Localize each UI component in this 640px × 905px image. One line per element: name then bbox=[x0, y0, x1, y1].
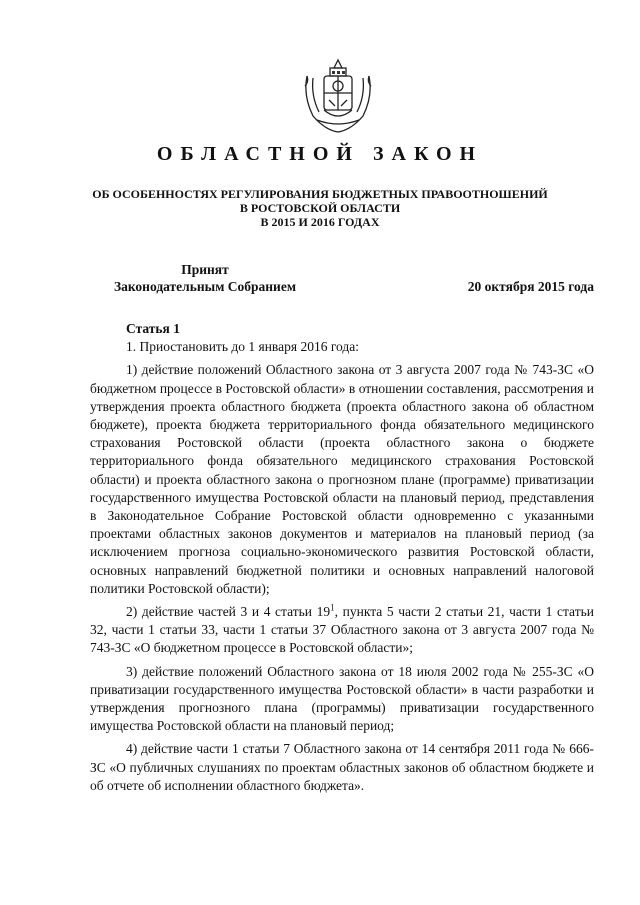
adoption-date: 20 октября 2015 года bbox=[467, 279, 594, 294]
adoption-line-assembly: Законодательным Собранием bbox=[113, 279, 297, 294]
article-heading: Статья 1 bbox=[126, 321, 180, 336]
subtitle-line: В 2015 И 2016 ГОДАХ bbox=[260, 215, 380, 229]
item2-text-start: 2) действие частей 3 и 4 статьи 19 bbox=[126, 604, 331, 620]
adoption-body bbox=[90, 261, 320, 295]
paragraph-item-3: 3) действие положений Областного закона от 18 июля 2002 года № 255-ЗС «О приватизации государственного имущества Ростовской области» в части разработки и утверждения прогнозного плана (программы) приватизации государственного имущества Ростовской области на плановый период; bbox=[90, 663, 594, 734]
document-body bbox=[90, 320, 594, 795]
paragraph-item-2 bbox=[90, 603, 594, 658]
article-intro: 1. Приостановить до 1 января 2016 года: bbox=[126, 339, 359, 355]
subtitle-line: ОБ ОСОБЕННОСТЯХ РЕГУЛИРОВАНИЯ БЮДЖЕТНЫХ ПРАВООТНОШЕНИЙ bbox=[92, 187, 548, 201]
subtitle-line: В РОСТОВСКОЙ ОБЛАСТИ bbox=[239, 201, 401, 215]
item2-text-end: , пункта 5 части 2 статьи 21, части 1 статьи 32, части 1 статьи 33, части 1 статьи 37 Областного закона от 3 августа 2007 года № 743-ЗС «О бюджетном процессе в Ростовской области»; bbox=[90, 604, 594, 656]
item2-superscript: 1 bbox=[330, 602, 335, 613]
law-subtitle bbox=[0, 187, 640, 229]
paragraph-item-4: 4) действие части 1 статьи 7 Областного закона от 14 сентября 2011 года № 666-ЗС «О публичных слушаниях по проектам областных законов об областном бюджете и об отчете об исполнении областного бюджета». bbox=[90, 741, 594, 793]
adoption-line-accepted: Принят bbox=[181, 262, 229, 277]
document-title: ОБЛАСТНОЙ ЗАКОН bbox=[156, 143, 484, 165]
paragraph-item-1: 1) действие положений Областного закона от 3 августа 2007 года № 743-ЗС «О бюджетном процессе в Ростовской области» в отношении составления, рассмотрения и утверждения проекта областного бюджета (проекта областного закона об областном бюджете), проекта бюджета территориального фонда обязательного медицинского страхования Ростовской области (проекта областного закона о бюджете территориального фонда обязательного медицинского страхования Ростовской области) и проекта областного закона о прогнозном плане (программе) приватизации государственного имущества Ростовской области на плановый период, представления в Законодательное Собрание Ростовской области одновременно с указанными проектами областных законов документов и материалов на плановый период (за исключением прогноза социально-экономического развития Ростовской области, основных направлений бюджетной политики и основных направлений налоговой политики Ростовской области); bbox=[90, 362, 594, 596]
coat-of-arms-emblem bbox=[299, 56, 377, 134]
